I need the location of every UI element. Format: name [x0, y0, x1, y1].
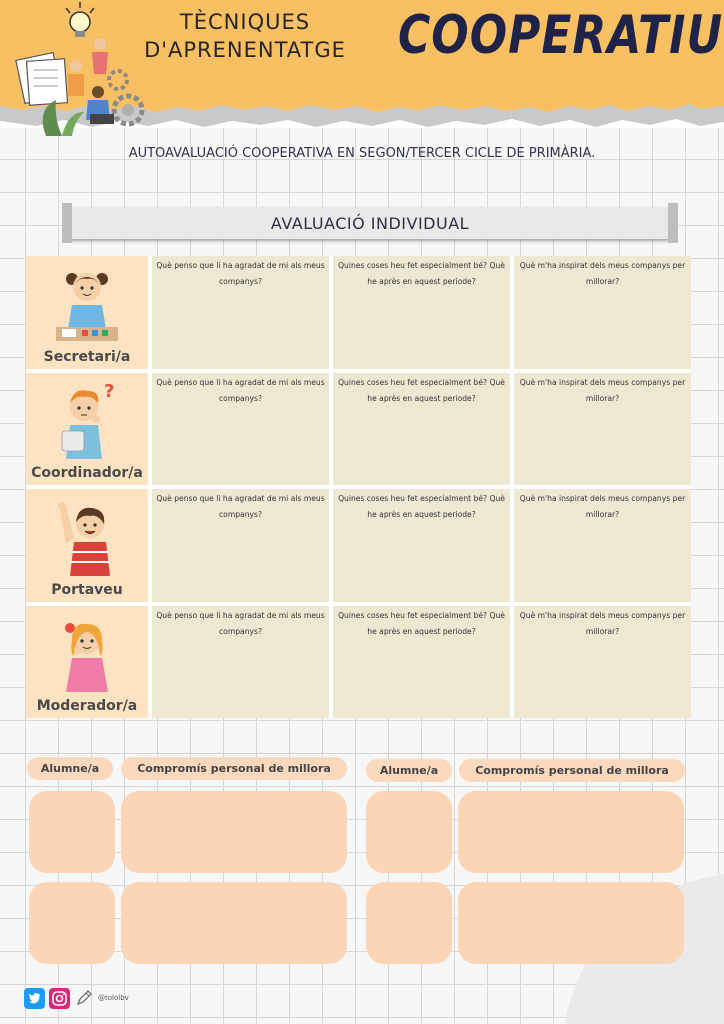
author-handle: @tololbv [98, 994, 129, 1002]
student-name-box[interactable] [29, 882, 115, 964]
commitment-box[interactable] [121, 791, 347, 873]
title-line-1: TÈCNIQUES [179, 10, 311, 34]
twitter-icon[interactable] [24, 988, 45, 1009]
commitment-box[interactable] [458, 791, 684, 873]
role-cell-moderator [26, 606, 148, 719]
question-did-well-learned[interactable]: Quines coses heu fet especialment bé? Què he après en aquest periode? [333, 256, 510, 369]
lightbulb-icon [66, 2, 94, 37]
svg-text:?: ? [104, 381, 115, 402]
student-name-box[interactable] [29, 791, 115, 873]
role-cell-coordinator [26, 373, 148, 486]
question-inspired-by-partners[interactable]: Què m'ha inspirat dels meus companys per millorar? [514, 256, 691, 369]
self-evaluation-grid [26, 256, 691, 718]
role-cell-secretary [26, 256, 148, 369]
question-inspired-by-partners[interactable]: Què m'ha inspirat dels meus companys per millorar? [514, 489, 691, 602]
student-label-left: Alumne/a [27, 757, 113, 780]
title-line-2: D'APRENENTATGE [144, 38, 346, 62]
student-name-box[interactable] [366, 882, 452, 964]
question-liked-about-me[interactable]: Què penso que li ha agradat de mi als meus companys? [152, 256, 329, 369]
role-name: Coordinador/a [31, 465, 143, 481]
secretary-child-icon [52, 265, 122, 347]
question-did-well-learned[interactable]: Quines coses heu fet especialment bé? Què he après en aquest periode? [333, 373, 510, 486]
section-banner [70, 207, 670, 239]
coordinator-child-icon [52, 381, 122, 463]
student-label-right: Alumne/a [366, 759, 452, 782]
question-inspired-by-partners[interactable]: Què m'ha inspirat dels meus companys per millorar? [514, 373, 691, 486]
commitment-label-left: Compromís personal de millora [121, 757, 347, 780]
question-liked-about-me[interactable]: Què penso que li ha agradat de mi als meus companys? [152, 489, 329, 602]
question-liked-about-me[interactable]: Què penso que li ha agradat de mi als meus companys? [152, 606, 329, 719]
pencil-icon [74, 988, 95, 1009]
commitment-label-right: Compromís personal de millora [459, 759, 685, 782]
commitment-box[interactable] [458, 882, 684, 964]
question-inspired-by-partners[interactable]: Què m'ha inspirat dels meus companys per millorar? [514, 606, 691, 719]
moderator-child-icon [52, 614, 122, 696]
question-liked-about-me[interactable]: Què penso que li ha agradat de mi als meus companys? [152, 373, 329, 486]
role-name: Secretari/a [43, 348, 131, 365]
role-name: Portaveu [51, 581, 123, 598]
subtitle: AUTOAVALUACIÓ COOPERATIVA EN SEGON/TERCER CICLE DE PRIMÀRIA. [128, 146, 596, 161]
commitment-box[interactable] [121, 882, 347, 964]
title-cooperative: COOPERATIU [398, 4, 724, 67]
section-title: AVALUACIÓ INDIVIDUAL [270, 213, 470, 233]
role-cell-spokesperson [26, 489, 148, 602]
question-did-well-learned[interactable]: Quines coses heu fet especialment bé? Què he après en aquest periode? [333, 489, 510, 602]
student-name-box[interactable] [366, 791, 452, 873]
title-techniques [130, 8, 360, 64]
role-name: Moderador/a [36, 698, 138, 714]
question-did-well-learned[interactable]: Quines coses heu fet especialment bé? Què he après en aquest periode? [333, 606, 510, 719]
instagram-icon[interactable] [49, 988, 70, 1009]
spokesperson-child-icon [52, 498, 122, 580]
